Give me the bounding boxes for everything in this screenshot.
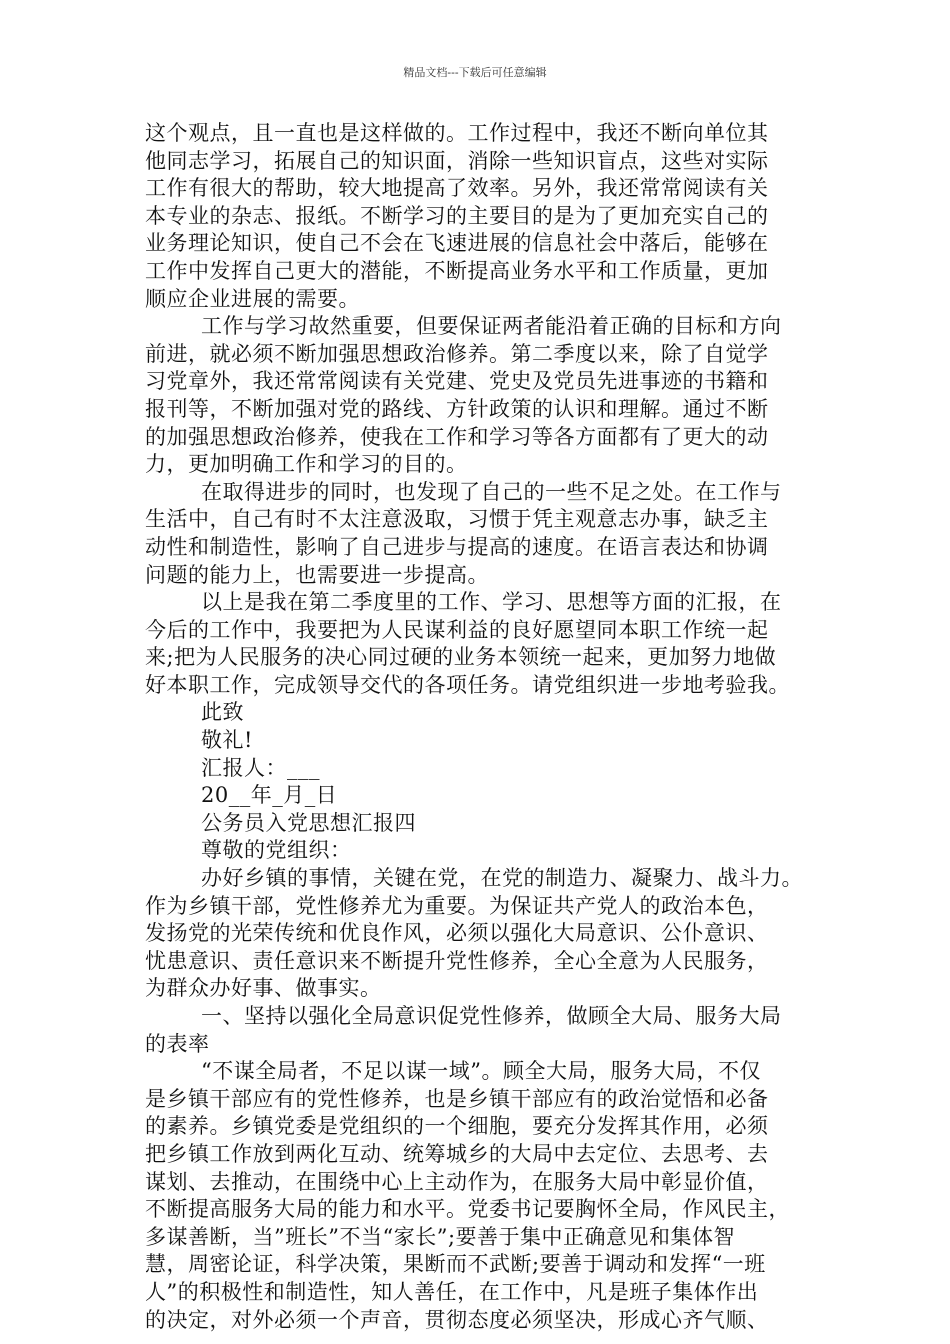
text-line: 为群众办好事、做事实。 — [145, 976, 382, 1001]
text-line: “不谋全局者，不足以谋一域”。顾全大局，服务大局，不仅 — [201, 1059, 761, 1084]
text-line: 汇报人：___ — [201, 755, 320, 780]
text-line: 忧患意识、责任意识来不断提升党性修养，全心全意为人民服务， — [145, 948, 769, 973]
text-line: 习党章外，我还常常阅读有关党建、党史及党员先进事迹的书籍和 — [145, 369, 769, 394]
text-line: 今后的工作中，我要把为人民谋利益的良好愿望同本职工作统一起 — [145, 617, 769, 642]
text-line: 的素养。乡镇党委是党组织的一个细胞，要充分发挥其作用，必须 — [145, 1114, 769, 1139]
page-header: 精品文档---下载后可任意编辑 — [403, 66, 547, 79]
text-line: 力，更加明确工作和学习的目的。 — [145, 452, 468, 477]
text-line: 人”的积极性和制造性，知人善任，在工作中，凡是班子集体作出 — [145, 1279, 759, 1304]
text-line: 不断提高服务大局的能力和水平。党委书记要胸怀全局，作风民主， — [145, 1197, 790, 1222]
text-line: 办好乡镇的事情，关键在党，在党的制造力、凝聚力、战斗力。 — [201, 866, 803, 891]
text-line: 尊敬的党组织： — [201, 838, 352, 863]
text-line: 把乡镇工作放到两化互动、统筹城乡的大局中去定位、去思考、去 — [145, 1141, 769, 1166]
text-line: 一、坚持以强化全局意识促党性修养，做顾全大局、服务大局 — [201, 1004, 782, 1028]
text-line: 前进，就必须不断加强思想政治修养。第二季度以来，除了自觉学 — [145, 341, 769, 366]
text-line: 他同志学习，拓展自己的知识面，消除一些知识盲点，这些对实际 — [145, 148, 769, 173]
text-line: 动性和制造性，影响了自己进步与提高的速度。在语言表达和协调 — [145, 534, 769, 559]
text-line: 业务理论知识，使自己不会在飞速进展的信息社会中落后，能够在 — [145, 231, 769, 256]
text-line: 问题的能力上，也需要进一步提高。 — [145, 562, 489, 587]
text-line: 此致 — [201, 700, 244, 725]
text-line: 工作与学习故然重要，但要保证两者能沿着正确的目标和方向 — [201, 314, 782, 339]
text-line: 工作中发挥自己更大的潜能，不断提高业务水平和工作质量，更加 — [145, 258, 769, 283]
text-line: 来;把为人民服务的决心同过硬的业务本领统一起来，更加努力地做 — [145, 645, 777, 670]
text-line: 发扬党的光荣传统和优良作风，必须以强化大局意识、公仆意识、 — [145, 921, 769, 946]
text-line: 好本职工作，完成领导交代的各项任务。请党组织进一步地考验我。 — [145, 672, 790, 697]
text-line: 这个观点，且一直也是这样做的。工作过程中，我还不断向单位其 — [145, 121, 769, 145]
text-line: 公务员入党思想汇报四 — [201, 810, 416, 835]
text-line: 多谋善断，当”班长”不当“家长”;要善于集中正确意见和集体智 — [145, 1224, 736, 1249]
text-line: 本专业的杂志、报纸。不断学习的主要目的是为了更加充实自己的 — [145, 203, 769, 228]
document-body — [145, 120, 805, 1334]
text-line: 谋划、去推动，在围绕中心上主动作为，在服务大局中彰显价值， — [145, 1169, 769, 1194]
text-line: 作为乡镇干部，党性修养尤为重要。为保证共产党人的政治本色， — [145, 893, 769, 918]
text-line: 报刊等，不断加强对党的路线、方针政策的认识和理解。通过不断 — [145, 396, 769, 421]
text-line: 的加强思想政治修养，使我在工作和学习等各方面都有了更大的动 — [145, 424, 769, 449]
text-line: 的决定，对外必须一个声音，贯彻态度必须坚决，形成心齐气顺、 — [145, 1307, 769, 1332]
text-line: 慧，周密论证，科学决策，果断而不武断;要善于调动和发挥“一班 — [145, 1252, 766, 1277]
text-line: 在取得进步的同时，也发现了自己的一些不足之处。在工作与 — [201, 479, 782, 504]
text-line: 的表率 — [145, 1031, 210, 1056]
text-line: 敬礼! — [201, 728, 253, 753]
text-line: 是乡镇干部应有的党性修养，也是乡镇干部应有的政治觉悟和必备 — [145, 1086, 769, 1111]
text-line: 顺应企业进展的需要。 — [145, 286, 360, 311]
text-line: 以上是我在第二季度里的工作、学习、思想等方面的汇报，在 — [201, 590, 782, 615]
text-line: 生活中，自己有时不太注意汲取，习惯于凭主观意志办事，缺乏主 — [145, 507, 769, 532]
text-line: 工作有很大的帮助，较大地提高了效率。另外，我还常常阅读有关 — [145, 176, 769, 201]
text-line: 20__年_月_日 — [201, 783, 338, 808]
